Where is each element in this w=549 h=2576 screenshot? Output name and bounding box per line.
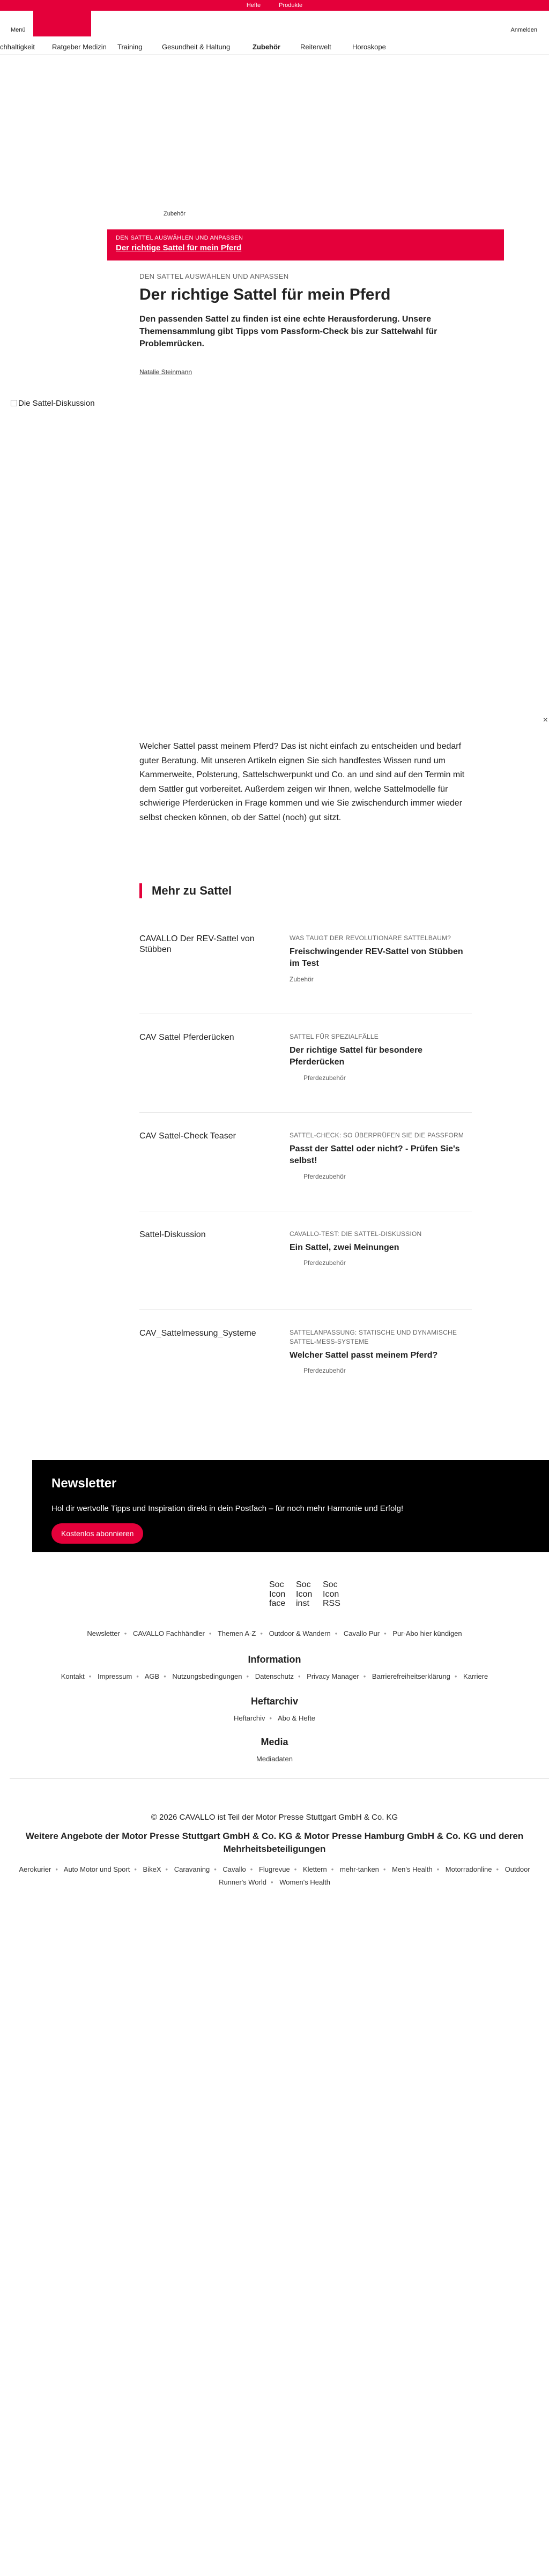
teaser-image[interactable] <box>139 1131 284 1142</box>
separator: • <box>331 1865 334 1873</box>
footer-section-title: Media <box>261 1737 288 1747</box>
footer-link[interactable]: Heftarchiv <box>233 1714 265 1722</box>
offer-link[interactable]: BikeX <box>143 1865 161 1873</box>
footer-link[interactable]: Newsletter <box>87 1629 120 1637</box>
teaser-kicker: SATTEL-CHECK: SO ÜBERPRÜFEN SIE DIE PASSFORM <box>290 1131 464 1139</box>
related-section-title: Mehr zu Sattel <box>139 883 232 898</box>
nav-item-training[interactable]: Training <box>117 43 143 51</box>
teaser-card[interactable] <box>139 1328 472 1409</box>
teaser-kicker: SATTELANPASSUNG: STATISCHE UND DYNAMISCHE SATTEL-MESS-SYSTEME <box>290 1329 457 1345</box>
offer-link[interactable]: Runner's World <box>219 1878 267 1886</box>
offer-link[interactable]: Klettern <box>302 1865 327 1873</box>
separator: • <box>294 1865 297 1873</box>
offer-link[interactable]: Caravaning <box>174 1865 210 1873</box>
separator: • <box>436 1865 440 1873</box>
teaser-image[interactable] <box>139 1230 284 1240</box>
offers-title: Weitere Angebote der Motor Presse Stuttgart GmbH & Co. KG & Motor Presse Hamburg GmbH & Co. KG und deren Mehrheitsbeteiligungen <box>25 1831 524 1854</box>
teaser-card[interactable] <box>139 1032 472 1113</box>
newsletter-title: Newsletter <box>51 1476 117 1491</box>
broken-image-icon <box>11 400 17 406</box>
offer-link[interactable]: Men's Health <box>392 1865 433 1873</box>
teaser-image-alt: CAVALLO Der REV-Sattel von Stübben <box>139 934 255 954</box>
nav-item-horoskope[interactable]: Horoskope <box>352 43 386 51</box>
separator: • <box>88 1672 92 1680</box>
offers-links-row <box>0 1878 549 1886</box>
footer-link[interactable]: Mediadaten <box>256 1755 293 1763</box>
separator: • <box>269 1714 272 1722</box>
footer-link[interactable]: Impressum <box>97 1672 132 1680</box>
teaser-category[interactable]: Zubehör <box>290 975 314 983</box>
separator: • <box>124 1629 127 1637</box>
offer-link[interactable]: Auto Motor und Sport <box>63 1865 130 1873</box>
footer-link[interactable]: Barrierefreiheitserklärung <box>372 1672 450 1680</box>
teaser-image[interactable] <box>139 1032 284 1043</box>
teaser-text <box>290 1328 472 1374</box>
separator: • <box>165 1865 168 1873</box>
facebook-icon[interactable] <box>269 1580 288 1610</box>
hero-image <box>0 397 549 718</box>
teaser-kicker: CAVALLO-TEST: DIE SATTEL-DISKUSSION <box>290 1230 422 1238</box>
footer-link[interactable]: Karriere <box>463 1672 488 1680</box>
social-icon-alt: Soc Icon RSS <box>323 1580 340 1609</box>
teaser-title[interactable]: Ein Sattel, zwei Meinungen <box>290 1242 399 1252</box>
separator: • <box>384 1629 387 1637</box>
hero-image-alt <box>11 399 95 408</box>
article-title: Der richtige Sattel für mein Pferd <box>139 286 391 303</box>
article-header <box>139 272 472 376</box>
offer-link[interactable]: Outdoor <box>505 1865 530 1873</box>
footer-link[interactable]: Nutzungsbedingungen <box>172 1672 242 1680</box>
teaser-kicker: SATTEL FÜR SPEZIALFÄLLE <box>290 1033 379 1040</box>
cavallo-logo[interactable] <box>33 11 91 36</box>
separator: • <box>383 1865 386 1873</box>
breadcrumb[interactable]: Zubehör <box>164 211 186 217</box>
nav-item-ratgeber-medizin[interactable]: Ratgeber Medizin <box>52 43 107 51</box>
separator: • <box>55 1865 58 1873</box>
offer-link[interactable]: Flugrevue <box>258 1865 290 1873</box>
separator: • <box>496 1865 499 1873</box>
banner-kicker: DEN SATTEL AUSWÄHLEN UND ANPASSEN <box>116 235 243 241</box>
teaser-text <box>290 934 472 983</box>
article-kicker: DEN SATTEL AUSWÄHLEN UND ANPASSEN <box>139 272 289 280</box>
footer-link[interactable]: Themen A-Z <box>217 1629 256 1637</box>
teaser-image[interactable] <box>139 1328 284 1339</box>
separator: • <box>136 1672 139 1680</box>
topic-banner <box>107 229 504 260</box>
footer-divider <box>10 1778 549 1779</box>
offer-link[interactable]: mehr-tanken <box>339 1865 379 1873</box>
nav-item-gesundheit-haltung[interactable]: Gesundheit & Haltung <box>162 43 231 51</box>
footer-link[interactable]: Abo & Hefte <box>277 1714 316 1722</box>
separator: • <box>209 1629 212 1637</box>
teaser-card[interactable] <box>139 1230 472 1310</box>
site-header <box>0 11 549 36</box>
separator: • <box>214 1865 217 1873</box>
article-body: Welcher Sattel passt meinem Pferd? Das ist nicht einfach zu entscheiden und bedarf guter Beratung. Mit unseren Artikeln eignen Sie sich handfestes Wissen rund um Kammerweite, Polsterung, Sattelschwerpunkt und Co. an und sind auf den Termin mit dem Sattler gut vorbereitet. Außerdem zeigen wir Ihnen, welche Sattelmodelle für schwierige Pferderücken in Frage kommen und wie Sie zwischendurch immer wieder selbst checken können, ob der Sattel (noch) gut sitzt. <box>139 742 465 822</box>
separator: • <box>335 1629 338 1637</box>
separator: • <box>363 1672 366 1680</box>
top-bar <box>0 0 549 11</box>
topbar-link-hefte[interactable]: Hefte <box>246 2 261 9</box>
teaser-category[interactable]: Pferdezubehör <box>303 1172 346 1180</box>
footer-link[interactable]: Kontakt <box>61 1672 85 1680</box>
separator: • <box>454 1672 457 1680</box>
teaser-category[interactable]: Pferdezubehör <box>303 1366 346 1374</box>
instagram-icon[interactable] <box>296 1580 315 1610</box>
nav-item-nachhaltigkeit[interactable]: chhaltigkeit <box>0 43 35 51</box>
teaser-image-alt: CAV Sattel-Check Teaser <box>139 1131 236 1141</box>
offer-link[interactable]: Women's Health <box>279 1878 330 1886</box>
hero-image-alt-text: Die Sattel-Diskussion <box>18 399 95 408</box>
footer-information-links <box>0 1672 549 1680</box>
footer-link[interactable]: Datenschutz <box>255 1672 294 1680</box>
teaser-image-alt: CAV_Sattelmessung_Systeme <box>139 1329 256 1338</box>
teaser-kicker: WAS TAUGT DER REVOLUTIONÄRE SATTELBAUM? <box>290 934 451 942</box>
footer-link[interactable]: AGB <box>144 1672 160 1680</box>
teaser-card[interactable] <box>139 1131 472 1211</box>
teaser-text <box>290 1032 472 1082</box>
offer-link[interactable]: Cavallo <box>222 1865 246 1873</box>
author-link[interactable]: Natalie Steinmann <box>139 368 192 376</box>
newsletter-box <box>32 1460 549 1552</box>
footer-link[interactable]: Outdoor & Wandern <box>269 1629 331 1637</box>
close-icon[interactable]: × <box>543 716 548 725</box>
teaser-image-alt: Sattel-Diskussion <box>139 1230 206 1239</box>
teaser-card[interactable] <box>139 934 472 1014</box>
main-navigation <box>0 39 549 55</box>
nav-item-zubehoer[interactable]: Zubehör <box>253 43 280 51</box>
footer-media-links <box>0 1755 549 1763</box>
footer-links-row <box>0 1629 549 1637</box>
teaser-category[interactable]: Pferdezubehör <box>303 1074 346 1082</box>
teaser-image-alt: CAV Sattel Pferderücken <box>139 1033 234 1042</box>
teaser-image[interactable] <box>139 934 284 955</box>
social-icon-alt: Soc Icon inst <box>296 1580 313 1609</box>
separator: • <box>250 1865 253 1873</box>
offers-links-row <box>0 1865 549 1873</box>
footer-heftarchiv-links <box>0 1714 549 1722</box>
offer-link[interactable]: Aerokurier <box>19 1865 51 1873</box>
teaser-title[interactable]: Der richtige Sattel für besondere Pferderücken <box>290 1045 423 1067</box>
login-link[interactable]: Anmelden <box>510 27 537 33</box>
teaser-text <box>290 1131 472 1180</box>
separator: • <box>260 1629 263 1637</box>
article-intro: Den passenden Sattel zu finden ist eine echte Herausforderung. Unsere Themensammlung gibt Tipps vom Passform-Check bis zur Sattelwahl für Problemrücken. <box>139 314 437 348</box>
teaser-text <box>290 1230 472 1267</box>
social-icon-alt: Soc Icon face <box>269 1580 286 1609</box>
teaser-category[interactable]: Pferdezubehör <box>303 1259 346 1267</box>
offer-link[interactable]: Motorradonline <box>445 1865 492 1873</box>
footer-link[interactable]: Pur-Abo hier kündigen <box>392 1629 462 1637</box>
separator: • <box>164 1672 166 1680</box>
nav-item-reiterwelt[interactable]: Reiterwelt <box>300 43 331 51</box>
newsletter-text: Hol dir wertvolle Tipps und Inspiration direkt in dein Postfach – für noch mehr Harmonie und Erfolg! <box>51 1504 404 1513</box>
teaser-title[interactable]: Freischwingender REV-Sattel von Stübben im Test <box>290 947 463 969</box>
footer-link[interactable]: CAVALLO Fachhändler <box>132 1629 205 1637</box>
topbar-link-produkte[interactable]: Produkte <box>279 2 303 9</box>
separator: • <box>271 1878 273 1886</box>
separator: • <box>246 1672 249 1680</box>
banner-title-link[interactable]: Der richtige Sattel für mein Pferd <box>116 243 242 252</box>
separator: • <box>134 1865 137 1873</box>
rss-icon[interactable] <box>323 1580 342 1610</box>
separator: • <box>298 1672 301 1680</box>
copyright: © 2026 CAVALLO ist Teil der Motor Presse Stuttgart GmbH & Co. KG <box>151 1813 398 1822</box>
footer-link[interactable]: Privacy Manager <box>307 1672 359 1680</box>
footer-link[interactable]: Cavallo Pur <box>343 1629 380 1637</box>
footer-section-title: Heftarchiv <box>250 1696 299 1707</box>
teaser-title[interactable]: Welcher Sattel passt meinem Pferd? <box>290 1350 438 1360</box>
teaser-title[interactable]: Passt der Sattel oder nicht? - Prüfen Sie's selbst! <box>290 1144 460 1166</box>
newsletter-subscribe-button[interactable]: Kostenlos abonnieren <box>51 1523 143 1544</box>
footer-section-title: Information <box>248 1654 301 1665</box>
menu-button[interactable]: Menü <box>11 27 26 33</box>
